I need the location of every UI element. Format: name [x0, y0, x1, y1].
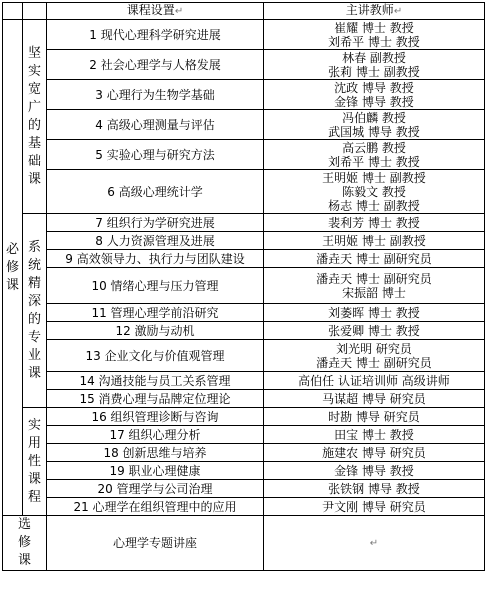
- table-row: [3, 444, 485, 462]
- teacher-cell: 潘垚天 博士 副研究员 宋振韶 博士: [264, 268, 485, 304]
- course-name: 8 人力资源管理及进展: [47, 232, 264, 250]
- table-row: [3, 498, 485, 516]
- teacher-cell: 王明姬 博士 副教授: [264, 232, 485, 250]
- course-name: 17 组织心理分析: [47, 426, 264, 444]
- course-name: 21 心理学在组织管理中的应用: [47, 498, 264, 516]
- table-row: [3, 322, 485, 340]
- header-course: 课程设置↵: [47, 3, 264, 20]
- table-row: [3, 408, 485, 426]
- corner-cell: [3, 3, 23, 20]
- teacher-cell: 裴利芳 博士 教授: [264, 214, 485, 232]
- teacher-cell: 崔耀 博士 教授 刘希平 博士 教授: [264, 20, 485, 50]
- group-label-specialized: 系统精深的专业课: [23, 214, 47, 408]
- teacher-cell: 高云鹏 教授 刘希平 博士 教授: [264, 140, 485, 170]
- teacher-cell: 张铁钢 博导 教授: [264, 480, 485, 498]
- group-label-practical: 实用性课程: [23, 408, 47, 516]
- table-row: [3, 80, 485, 110]
- course-name: 16 组织管理诊断与咨询: [47, 408, 264, 426]
- course-name: 6 高级心理统计学: [47, 170, 264, 214]
- teacher-cell: 沈政 博导 教授 金锋 博导 教授: [264, 80, 485, 110]
- teacher-cell: 刘萎晖 博士 教授: [264, 304, 485, 322]
- corner-cell: [23, 3, 47, 20]
- required-category-label: 必修课: [3, 20, 23, 516]
- course-name: 9 高效领导力、执行力与团队建设: [47, 250, 264, 268]
- table-row: [3, 390, 485, 408]
- table-row: [3, 268, 485, 304]
- teacher-cell: 尹文刚 博导 研究员: [264, 498, 485, 516]
- teacher-cell: 潘垚天 博士 副研究员: [264, 250, 485, 268]
- table-row: [3, 20, 485, 50]
- teacher-cell: 金锋 博导 教授: [264, 462, 485, 480]
- elective-category-label: 选修课: [3, 516, 47, 571]
- table-row: [3, 170, 485, 214]
- table-row: [3, 462, 485, 480]
- course-name: 15 消费心理与品牌定位理论: [47, 390, 264, 408]
- course-name: 10 情绪心理与压力管理: [47, 268, 264, 304]
- table-row: [3, 232, 485, 250]
- teacher-cell: 时勘 博导 研究员: [264, 408, 485, 426]
- course-name: 18 创新思维与培养: [47, 444, 264, 462]
- course-name: 7 组织行为学研究进展: [47, 214, 264, 232]
- course-name: 1 现代心理科学研究进展: [47, 20, 264, 50]
- course-name: 5 实验心理与研究方法: [47, 140, 264, 170]
- table-row: [3, 480, 485, 498]
- table-row: [3, 372, 485, 390]
- course-name: 2 社会心理学与人格发展: [47, 50, 264, 80]
- course-name: 3 心理行为生物学基础: [47, 80, 264, 110]
- course-name: 11 管理心理学前沿研究: [47, 304, 264, 322]
- table-header-row: [3, 3, 485, 20]
- course-name: 19 职业心理健康: [47, 462, 264, 480]
- teacher-cell: 田宝 博士 教授: [264, 426, 485, 444]
- table-row: [3, 426, 485, 444]
- table-row: [3, 110, 485, 140]
- teacher-cell: 王明姬 博士 副教授 陈毅文 教授 杨志 博士 副教授: [264, 170, 485, 214]
- course-name: 13 企业文化与价值观管理: [47, 340, 264, 372]
- teacher-cell: ↵: [264, 516, 485, 571]
- table-row: [3, 340, 485, 372]
- course-name: 4 高级心理测量与评估: [47, 110, 264, 140]
- table-row: [3, 304, 485, 322]
- teacher-cell: 冯伯麟 教授 武国城 博导 教授: [264, 110, 485, 140]
- course-name: 20 管理学与公司治理: [47, 480, 264, 498]
- table-row: [3, 250, 485, 268]
- group-label-foundation: 坚实宽广的基础课: [23, 20, 47, 214]
- teacher-cell: 马谋超 博导 研究员: [264, 390, 485, 408]
- table-row: [3, 50, 485, 80]
- teacher-cell: 施建农 博导 研究员: [264, 444, 485, 462]
- course-name: 心理学专题讲座: [47, 516, 264, 571]
- table-row: [3, 516, 485, 571]
- teacher-cell: 高伯任 认证培训师 高级讲师: [264, 372, 485, 390]
- teacher-cell: 张爱卿 博士 教授: [264, 322, 485, 340]
- course-name: 14 沟通技能与员工关系管理: [47, 372, 264, 390]
- table-row: [3, 214, 485, 232]
- teacher-cell: 刘光明 研究员 潘垚天 博士 副研究员: [264, 340, 485, 372]
- curriculum-table: [2, 2, 485, 571]
- table-row: [3, 140, 485, 170]
- course-name: 12 激励与动机: [47, 322, 264, 340]
- teacher-cell: 林春 副教授 张莉 博士 副教授: [264, 50, 485, 80]
- header-teacher: 主讲教师↵: [264, 3, 485, 20]
